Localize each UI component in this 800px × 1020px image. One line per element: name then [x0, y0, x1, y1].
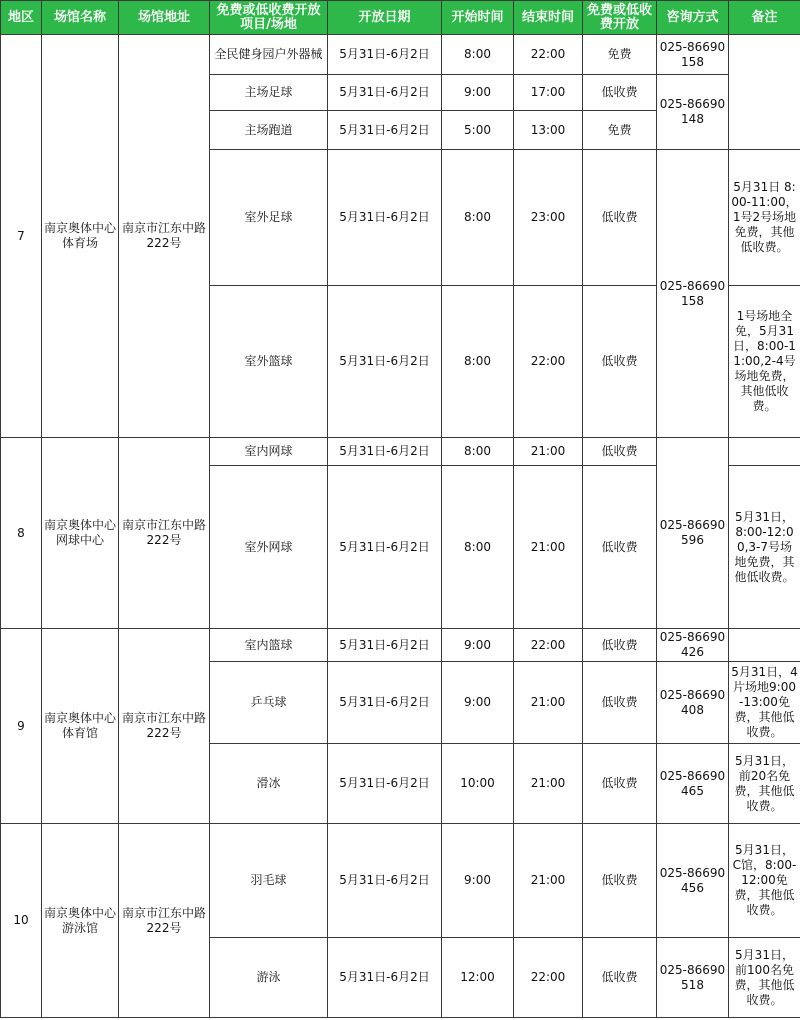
- end-time-cell: 21:00: [514, 744, 583, 824]
- date-cell: 5月31日-6月2日: [328, 629, 442, 662]
- region-cell: 8: [1, 438, 42, 629]
- end-time-cell: 21:00: [514, 824, 583, 938]
- date-cell: 5月31日-6月2日: [328, 466, 442, 629]
- start-time-cell: 9:00: [442, 824, 514, 938]
- project-cell: 室外篮球: [210, 286, 328, 438]
- fee-cell: 免费: [583, 111, 657, 150]
- remark-cell: 5月31日，前100名免费，其他低收费。: [729, 938, 800, 1018]
- venue-address-cell: 南京市江东中路222号: [119, 35, 210, 438]
- fee-cell: 免费: [583, 35, 657, 75]
- project-cell: 羽毛球: [210, 824, 328, 938]
- end-time-cell: 21:00: [514, 466, 583, 629]
- start-time-cell: 8:00: [442, 286, 514, 438]
- date-cell: 5月31日-6月2日: [328, 286, 442, 438]
- region-cell: 9: [1, 629, 42, 824]
- date-cell: 5月31日-6月2日: [328, 438, 442, 466]
- remark-cell: [729, 629, 800, 662]
- contact-cell: 025-86690456: [657, 824, 729, 938]
- end-time-cell: 22:00: [514, 286, 583, 438]
- date-cell: 5月31日-6月2日: [328, 35, 442, 75]
- start-time-cell: 8:00: [442, 150, 514, 286]
- fee-cell: 低收费: [583, 75, 657, 111]
- start-time-cell: 9:00: [442, 629, 514, 662]
- end-time-cell: 22:00: [514, 938, 583, 1018]
- end-time-cell: 23:00: [514, 150, 583, 286]
- contact-cell: 025-86690158: [657, 150, 729, 438]
- end-time-cell: 13:00: [514, 111, 583, 150]
- end-time-cell: 17:00: [514, 75, 583, 111]
- header-region: 地区: [1, 1, 42, 35]
- contact-cell: 025-86690158: [657, 35, 729, 75]
- contact-cell: 025-86690518: [657, 938, 729, 1018]
- end-time-cell: 22:00: [514, 35, 583, 75]
- start-time-cell: 9:00: [442, 75, 514, 111]
- start-time-cell: 8:00: [442, 35, 514, 75]
- venue-address-cell: 南京市江东中路222号: [119, 629, 210, 824]
- fee-cell: 低收费: [583, 150, 657, 286]
- start-time-cell: 9:00: [442, 662, 514, 744]
- table-row: [1, 824, 800, 938]
- fee-cell: 低收费: [583, 938, 657, 1018]
- venue-name-cell: 南京奥体中心网球中心: [42, 438, 119, 629]
- project-cell: 游泳: [210, 938, 328, 1018]
- fee-cell: 低收费: [583, 286, 657, 438]
- project-cell: 室内篮球: [210, 629, 328, 662]
- contact-cell: 025-86690596: [657, 438, 729, 629]
- remark-cell: 5月31日 8:00-11:00，1号2号场地免费，其他低收费。: [729, 150, 800, 286]
- project-cell: 全民健身园户外器械: [210, 35, 328, 75]
- header-contact: 咨询方式: [657, 1, 729, 35]
- remark-cell: [729, 35, 800, 150]
- fee-cell: 低收费: [583, 438, 657, 466]
- table-row: [1, 438, 800, 466]
- remark-cell: 5月31日，C馆，8:00-12:00免费，其他低收费。: [729, 824, 800, 938]
- start-time-cell: 8:00: [442, 466, 514, 629]
- header-fee-type: 免费或低收费开放: [583, 1, 657, 35]
- contact-cell: 025-86690465: [657, 744, 729, 824]
- project-cell: 主场足球: [210, 75, 328, 111]
- remark-cell: 5月31日，8:00-12:00,3-7号场地免费，其他低收费。: [729, 466, 800, 629]
- date-cell: 5月31日-6月2日: [328, 111, 442, 150]
- contact-cell: 025-86690426: [657, 629, 729, 662]
- header-venue-address: 场馆地址: [119, 1, 210, 35]
- end-time-cell: 21:00: [514, 662, 583, 744]
- project-cell: 主场跑道: [210, 111, 328, 150]
- header-end-time: 结束时间: [514, 1, 583, 35]
- date-cell: 5月31日-6月2日: [328, 744, 442, 824]
- venue-name-cell: 南京奥体中心体育馆: [42, 629, 119, 824]
- date-cell: 5月31日-6月2日: [328, 662, 442, 744]
- table-row: [1, 35, 800, 75]
- header-start-time: 开始时间: [442, 1, 514, 35]
- header-project: 免费或低收费开放项目/场地: [210, 1, 328, 35]
- project-cell: 室外足球: [210, 150, 328, 286]
- end-time-cell: 22:00: [514, 629, 583, 662]
- header-open-date: 开放日期: [328, 1, 442, 35]
- region-cell: 7: [1, 35, 42, 438]
- project-cell: 室内网球: [210, 438, 328, 466]
- remark-cell: 1号场地全免，5月31日，8:00-11:00,2-4号场地免费，其他低收费。: [729, 286, 800, 438]
- remark-cell: 5月31日，4片场地9:00-13:00免费，其他低收费。: [729, 662, 800, 744]
- contact-cell: 025-86690148: [657, 75, 729, 150]
- venue-address-cell: 南京市江东中路222号: [119, 824, 210, 1018]
- date-cell: 5月31日-6月2日: [328, 75, 442, 111]
- venue-address-cell: 南京市江东中路222号: [119, 438, 210, 629]
- fee-cell: 低收费: [583, 466, 657, 629]
- remark-cell: 5月31日，前20名免费，其他低收费。: [729, 744, 800, 824]
- start-time-cell: 5:00: [442, 111, 514, 150]
- venue-name-cell: 南京奥体中心体育场: [42, 35, 119, 438]
- date-cell: 5月31日-6月2日: [328, 824, 442, 938]
- start-time-cell: 8:00: [442, 438, 514, 466]
- fee-cell: 低收费: [583, 744, 657, 824]
- remark-cell: [729, 438, 800, 466]
- start-time-cell: 10:00: [442, 744, 514, 824]
- end-time-cell: 21:00: [514, 438, 583, 466]
- fee-cell: 低收费: [583, 662, 657, 744]
- date-cell: 5月31日-6月2日: [328, 938, 442, 1018]
- project-cell: 室外网球: [210, 466, 328, 629]
- fee-cell: 低收费: [583, 629, 657, 662]
- project-cell: 乒乓球: [210, 662, 328, 744]
- date-cell: 5月31日-6月2日: [328, 150, 442, 286]
- region-cell: 10: [1, 824, 42, 1018]
- header-venue-name: 场馆名称: [42, 1, 119, 35]
- fee-cell: 低收费: [583, 824, 657, 938]
- contact-cell: 025-86690408: [657, 662, 729, 744]
- project-cell: 滑冰: [210, 744, 328, 824]
- start-time-cell: 12:00: [442, 938, 514, 1018]
- venue-name-cell: 南京奥体中心游泳馆: [42, 824, 119, 1018]
- table-header-row: [1, 1, 800, 35]
- header-remark: 备注: [729, 1, 800, 35]
- table-row: [1, 629, 800, 662]
